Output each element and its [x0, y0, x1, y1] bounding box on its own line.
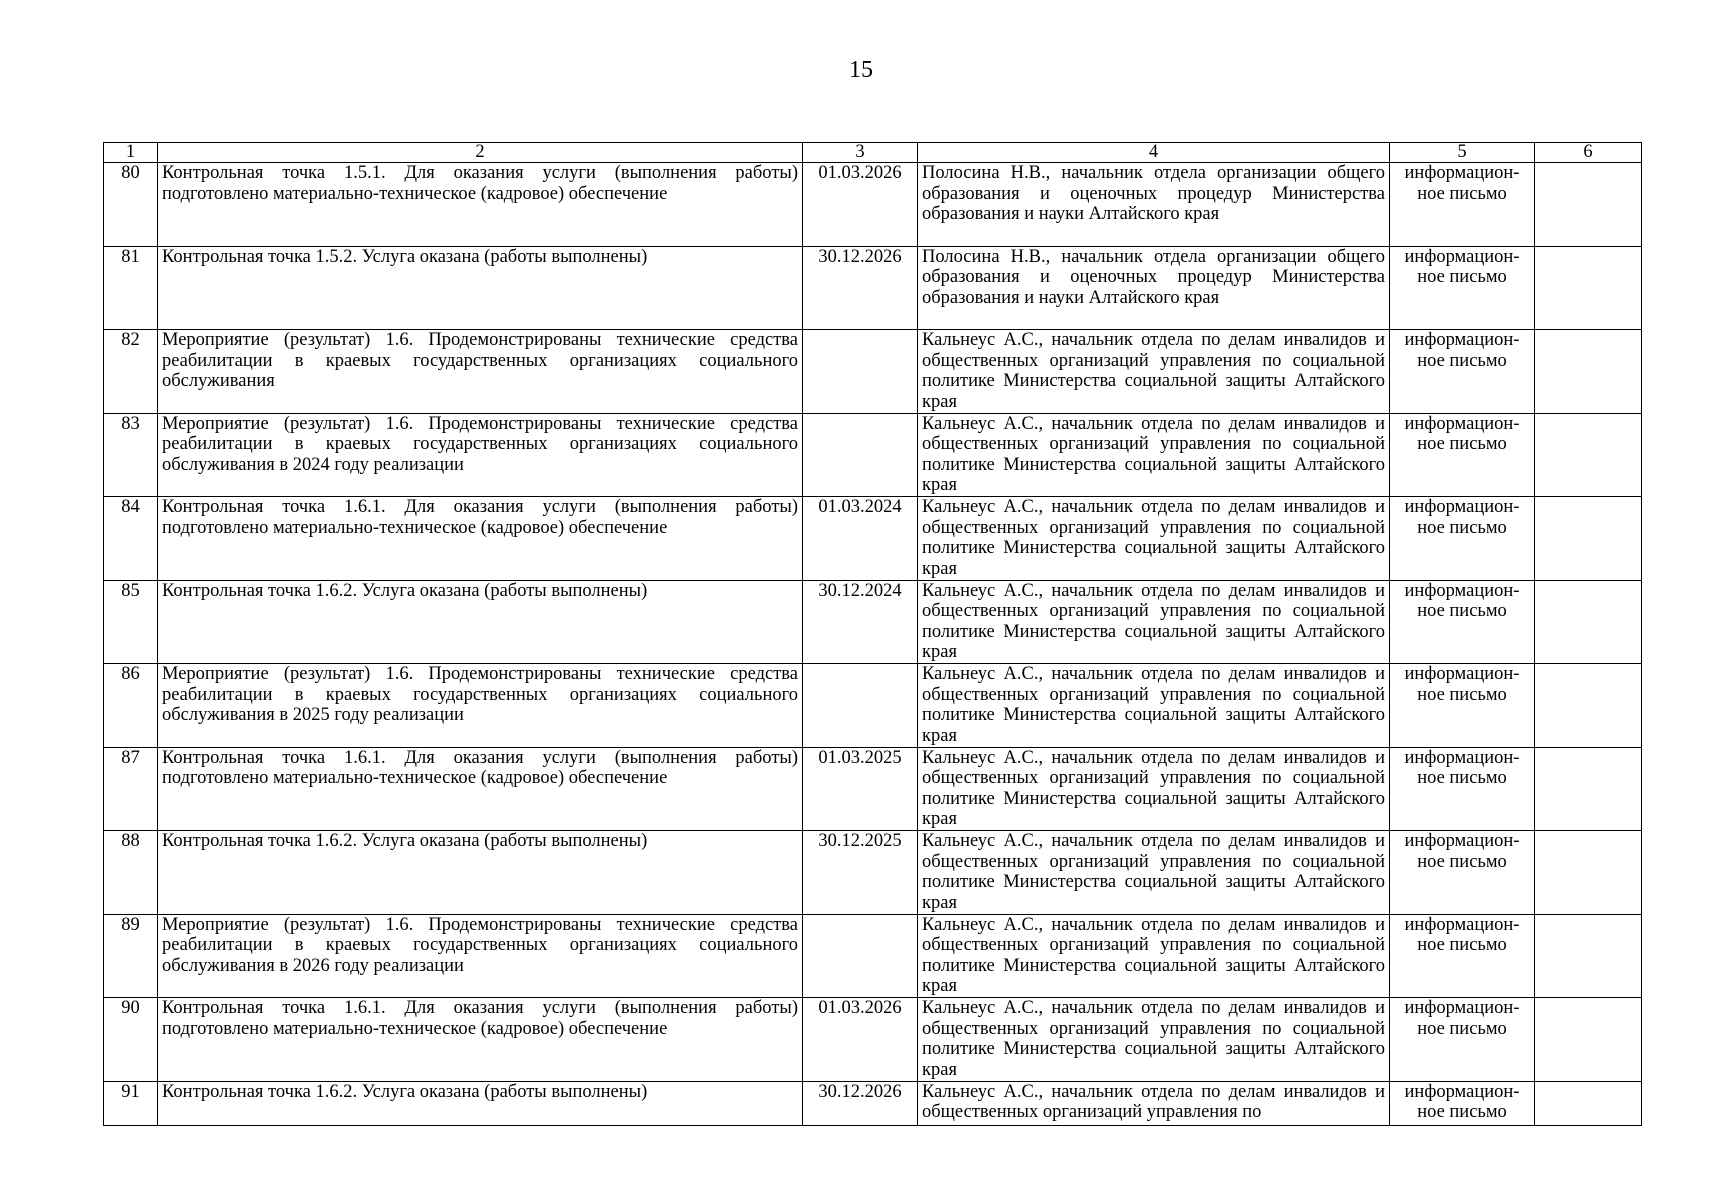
row-number: 81 [104, 246, 158, 330]
table-row [104, 163, 1642, 247]
deadline-date: 30.12.2024 [803, 580, 918, 664]
table-row [104, 1081, 1642, 1125]
responsible-person: Полосина Н.В., начальник отдела организации общего образования и оценочных процедур Министерства образования и науки Алтайского края [918, 163, 1390, 247]
header-col-3: 3 [803, 143, 918, 163]
table-row [104, 330, 1642, 414]
deadline-date: 30.12.2026 [803, 246, 918, 330]
deadline-date [803, 664, 918, 748]
table-row [104, 580, 1642, 664]
deadline-date: 01.03.2024 [803, 497, 918, 581]
extra-cell [1535, 998, 1642, 1082]
confirming-document: информацион-ное письмо [1390, 497, 1535, 581]
row-number: 91 [104, 1081, 158, 1125]
responsible-person: Кальнеус А.С., начальник отдела по делам инвалидов и общественных организаций управления по социальной политике Министерства социальной защиты Алтайского края [918, 664, 1390, 748]
confirming-document: информацион-ное письмо [1390, 664, 1535, 748]
activity-name: Контрольная точка 1.6.1. Для оказания услуги (выполнения работы) подготовлено материально-техническое (кадровое) обеспечение [158, 998, 803, 1082]
responsible-person: Кальнеус А.С., начальник отдела по делам инвалидов и общественных организаций управления по социальной политике Министерства социальной защиты Алтайского края [918, 497, 1390, 581]
responsible-person: Кальнеус А.С., начальник отдела по делам инвалидов и общественных организаций управления по [918, 1081, 1390, 1125]
extra-cell [1535, 580, 1642, 664]
extra-cell [1535, 163, 1642, 247]
extra-cell [1535, 1081, 1642, 1125]
responsible-person: Кальнеус А.С., начальник отдела по делам инвалидов и общественных организаций управления по социальной политике Министерства социальной защиты Алтайского края [918, 831, 1390, 915]
row-number: 90 [104, 998, 158, 1082]
row-number: 89 [104, 914, 158, 998]
activity-name: Контрольная точка 1.5.2. Услуга оказана (работы выполнены) [158, 246, 803, 330]
extra-cell [1535, 831, 1642, 915]
header-col-1: 1 [104, 143, 158, 163]
activity-name: Контрольная точка 1.6.2. Услуга оказана (работы выполнены) [158, 831, 803, 915]
responsible-person: Кальнеус А.С., начальник отдела по делам инвалидов и общественных организаций управления по социальной политике Министерства социальной защиты Алтайского края [918, 747, 1390, 831]
responsible-person: Кальнеус А.С., начальник отдела по делам инвалидов и общественных организаций управления по социальной политике Министерства социальной защиты Алтайского края [918, 580, 1390, 664]
header-col-4: 4 [918, 143, 1390, 163]
responsible-person: Кальнеус А.С., начальник отдела по делам инвалидов и общественных организаций управления по социальной политике Министерства социальной защиты Алтайского края [918, 998, 1390, 1082]
confirming-document: информацион-ное письмо [1390, 1081, 1535, 1125]
deadline-date: 30.12.2025 [803, 831, 918, 915]
table-row [104, 497, 1642, 581]
responsible-person: Кальнеус А.С., начальник отдела по делам инвалидов и общественных организаций управления по социальной политике Министерства социальной защиты Алтайского края [918, 330, 1390, 414]
confirming-document: информацион-ное письмо [1390, 413, 1535, 497]
activity-name: Контрольная точка 1.6.1. Для оказания услуги (выполнения работы) подготовлено материально-техническое (кадровое) обеспечение [158, 497, 803, 581]
deadline-date: 01.03.2026 [803, 998, 918, 1082]
table-body [104, 163, 1642, 1126]
activity-name: Мероприятие (результат) 1.6. Продемонстрированы технические средства реабилитации в краевых государственных организациях социального обслуживания в 2024 году реализации [158, 413, 803, 497]
activity-name: Мероприятие (результат) 1.6. Продемонстрированы технические средства реабилитации в краевых государственных организациях социального обслуживания в 2026 году реализации [158, 914, 803, 998]
activity-name: Мероприятие (результат) 1.6. Продемонстрированы технические средства реабилитации в краевых государственных организациях социального обслуживания [158, 330, 803, 414]
deadline-date [803, 330, 918, 414]
extra-cell [1535, 497, 1642, 581]
table-header [104, 143, 1642, 163]
confirming-document: информацион-ное письмо [1390, 831, 1535, 915]
row-number: 88 [104, 831, 158, 915]
table-row [104, 914, 1642, 998]
confirming-document: информацион-ное письмо [1390, 914, 1535, 998]
header-row [104, 143, 1642, 163]
extra-cell [1535, 914, 1642, 998]
responsible-person: Полосина Н.В., начальник отдела организации общего образования и оценочных процедур Министерства образования и науки Алтайского края [918, 246, 1390, 330]
confirming-document: информацион-ное письмо [1390, 747, 1535, 831]
row-number: 84 [104, 497, 158, 581]
table-row [104, 413, 1642, 497]
activity-name: Мероприятие (результат) 1.6. Продемонстрированы технические средства реабилитации в краевых государственных организациях социального обслуживания в 2025 году реализации [158, 664, 803, 748]
confirming-document: информацион-ное письмо [1390, 246, 1535, 330]
table-row [104, 246, 1642, 330]
table-row [104, 831, 1642, 915]
confirming-document: информацион-ное письмо [1390, 998, 1535, 1082]
deadline-date: 01.03.2026 [803, 163, 918, 247]
activity-name: Контрольная точка 1.6.2. Услуга оказана (работы выполнены) [158, 1081, 803, 1125]
row-number: 83 [104, 413, 158, 497]
row-number: 87 [104, 747, 158, 831]
header-col-2: 2 [158, 143, 803, 163]
deadline-date [803, 413, 918, 497]
table-row [104, 747, 1642, 831]
activity-name: Контрольная точка 1.6.2. Услуга оказана (работы выполнены) [158, 580, 803, 664]
activity-name: Контрольная точка 1.5.1. Для оказания услуги (выполнения работы) подготовлено материально-техническое (кадровое) обеспечение [158, 163, 803, 247]
activity-name: Контрольная точка 1.6.1. Для оказания услуги (выполнения работы) подготовлено материально-техническое (кадровое) обеспечение [158, 747, 803, 831]
row-number: 86 [104, 664, 158, 748]
extra-cell [1535, 413, 1642, 497]
confirming-document: информацион-ное письмо [1390, 580, 1535, 664]
row-number: 80 [104, 163, 158, 247]
table-row [104, 998, 1642, 1082]
responsible-person: Кальнеус А.С., начальник отдела по делам инвалидов и общественных организаций управления по социальной политике Министерства социальной защиты Алтайского края [918, 914, 1390, 998]
deadline-date: 30.12.2026 [803, 1081, 918, 1125]
row-number: 82 [104, 330, 158, 414]
responsible-person: Кальнеус А.С., начальник отдела по делам инвалидов и общественных организаций управления по социальной политике Министерства социальной защиты Алтайского края [918, 413, 1390, 497]
extra-cell [1535, 330, 1642, 414]
deadline-date [803, 914, 918, 998]
header-col-5: 5 [1390, 143, 1535, 163]
row-number: 85 [104, 580, 158, 664]
confirming-document: информацион-ное письмо [1390, 330, 1535, 414]
header-col-6: 6 [1535, 143, 1642, 163]
confirming-document: информацион-ное письмо [1390, 163, 1535, 247]
plan-table [103, 142, 1642, 1126]
extra-cell [1535, 246, 1642, 330]
extra-cell [1535, 664, 1642, 748]
page-number: 15 [849, 57, 873, 83]
table-row [104, 664, 1642, 748]
extra-cell [1535, 747, 1642, 831]
deadline-date: 01.03.2025 [803, 747, 918, 831]
